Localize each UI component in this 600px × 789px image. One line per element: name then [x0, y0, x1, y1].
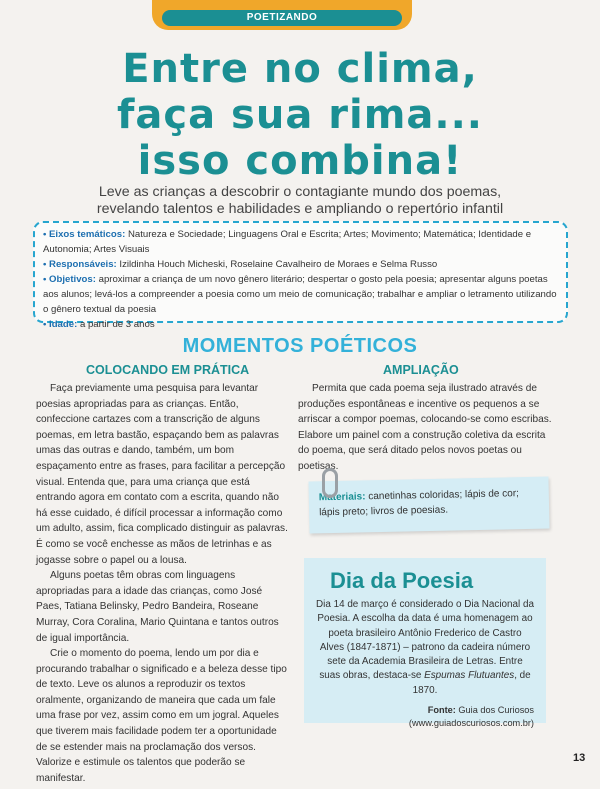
- left-paragraph-3: Crie o momento do poema, lendo um por dia e procurando trabalhar o significado e a beleza desse tipo de texto. Leve os alunos a reproduzir os textos oralmente, organizando de maneira que cada um fale uma frase por vez, assim como em um jogral. Aqueles que tiverem mais facilidade podem ter a oportunidade de se estender mais na proclamação dos versos. Valorize e estimule os talentos que poderão se manifestar.: [36, 648, 287, 784]
- title-line-2: faça sua rima...: [117, 92, 483, 138]
- materials-note: [308, 476, 549, 533]
- info-responsaveis-text: Izildinha Houch Micheski, Roselaine Cavalheiro de Moraes e Selma Russo: [116, 259, 438, 270]
- left-column-text: [36, 381, 290, 786]
- info-eixos-label: • Eixos temáticos:: [43, 229, 126, 240]
- title-line-3: isso combina!: [137, 138, 463, 184]
- info-responsaveis: [43, 257, 558, 272]
- right-paragraph-1: Permita que cada poema seja ilustrado através de produções espontâneas e incentive os pequenos a se arriscar a compor poemas, colocando-se como escribas. Elabore um painel com a construção coletiva da escrita do poema, que será ditado pelos novos poetas ou poetisas.: [298, 383, 552, 472]
- page-number: 13: [573, 752, 586, 764]
- info-objetivos: [43, 272, 558, 317]
- info-eixos-text: Natureza e Sociedade; Linguagens Oral e Escrita; Artes; Movimento; Matemática; Identidade e Autonomia; Artes Visuais: [43, 229, 532, 255]
- left-paragraph-1: Faça previamente uma pesquisa para levantar poesias apropriadas para as crianças. Então, confeccione cartazes com a transcrição de alguns poemas, em letra bastão, espaçando bem as palavras umas das outras e dando, também, um bom espaçamento entre as frases, para facilitar a percepção visual. Entenda que, para uma criança que está entrando agora em contato com a escrita, quando não há esse cuidado, é difícil processar a informação como um adulto, assim, fica complicado distinguir as palavras. É como se você enchesse as mãos de letrinhas e as jogasse sobre o papel ou a lousa.: [36, 383, 288, 566]
- info-objetivos-label: • Objetivos:: [43, 274, 96, 285]
- poetry-day-text-a: Dia 14 de março é considerado o Dia Nacional da Poesia. A escolha da data é uma homenagem ao poeta brasileiro Antônio Frederico de Castro Alves (1847-1871) – patrono da cadeira número sete da Academia Brasileira de Letras. Entre suas obras, destaca-se: [316, 599, 534, 682]
- info-idade-label: • Idade:: [43, 319, 78, 330]
- right-column-text: [298, 381, 556, 475]
- poetry-day-source: [316, 704, 534, 730]
- poetry-day-text-b: , de 1870.: [412, 670, 531, 696]
- subtitle-line-1: Leve as crianças a descobrir o contagiante mundo dos poemas,: [98, 184, 502, 200]
- moments-heading: MOMENTOS POÉTICOS: [182, 335, 418, 357]
- materials-label: Materiais:: [318, 491, 366, 504]
- section-tab: [152, 0, 412, 30]
- source-url: (www.guiadoscuriosos.com.br): [408, 718, 534, 729]
- subtitle-line-2: revelando talentos e habilidades e ampliando o repertório infantil: [96, 201, 504, 217]
- info-eixos: [43, 227, 558, 257]
- poetry-day-work-title: Espumas Flutuantes: [424, 670, 515, 682]
- info-box: [33, 221, 568, 330]
- right-column-title: AMPLIAÇÃO: [383, 363, 459, 377]
- source-label: Fonte:: [427, 705, 456, 716]
- left-paragraph-2: Alguns poetas têm obras com linguagens apropriadas para a idade das crianças, como José Paes, Tatiana Belinsky, Pedro Bandeira, Roseane Murray, Cora Coralina, Mario Quintana e tantos outros de igual importância.: [36, 570, 279, 644]
- info-idade: [43, 317, 558, 332]
- info-responsaveis-label: • Responsáveis:: [43, 259, 117, 270]
- section-tab-label: POETIZANDO: [162, 10, 402, 26]
- paperclip-icon: [322, 468, 338, 498]
- poetry-day-text: [316, 598, 534, 698]
- poetry-day-title: Dia da Poesia: [330, 568, 474, 593]
- info-idade-text: a partir de 3 anos: [77, 319, 155, 330]
- left-column-title: COLOCANDO EM PRÁTICA: [86, 363, 250, 377]
- info-objetivos-text: aproximar a criança de um novo gênero literário; despertar o gosto pela poesia; apresentar alguns poetas aos alunos; levá-los a compreender a poesia como um meio de comunicação; trabalhar e ampliar o letramento utilizando o gênero textual da poesia: [43, 274, 557, 315]
- title-line-1: Entre no clima,: [122, 46, 478, 92]
- source-text: Guia dos Curiosos: [455, 705, 534, 716]
- materials-text: canetinhas coloridas; lápis de cor; lápis preto; livros de poesias.: [319, 488, 520, 519]
- poetry-day-box: [304, 558, 546, 729]
